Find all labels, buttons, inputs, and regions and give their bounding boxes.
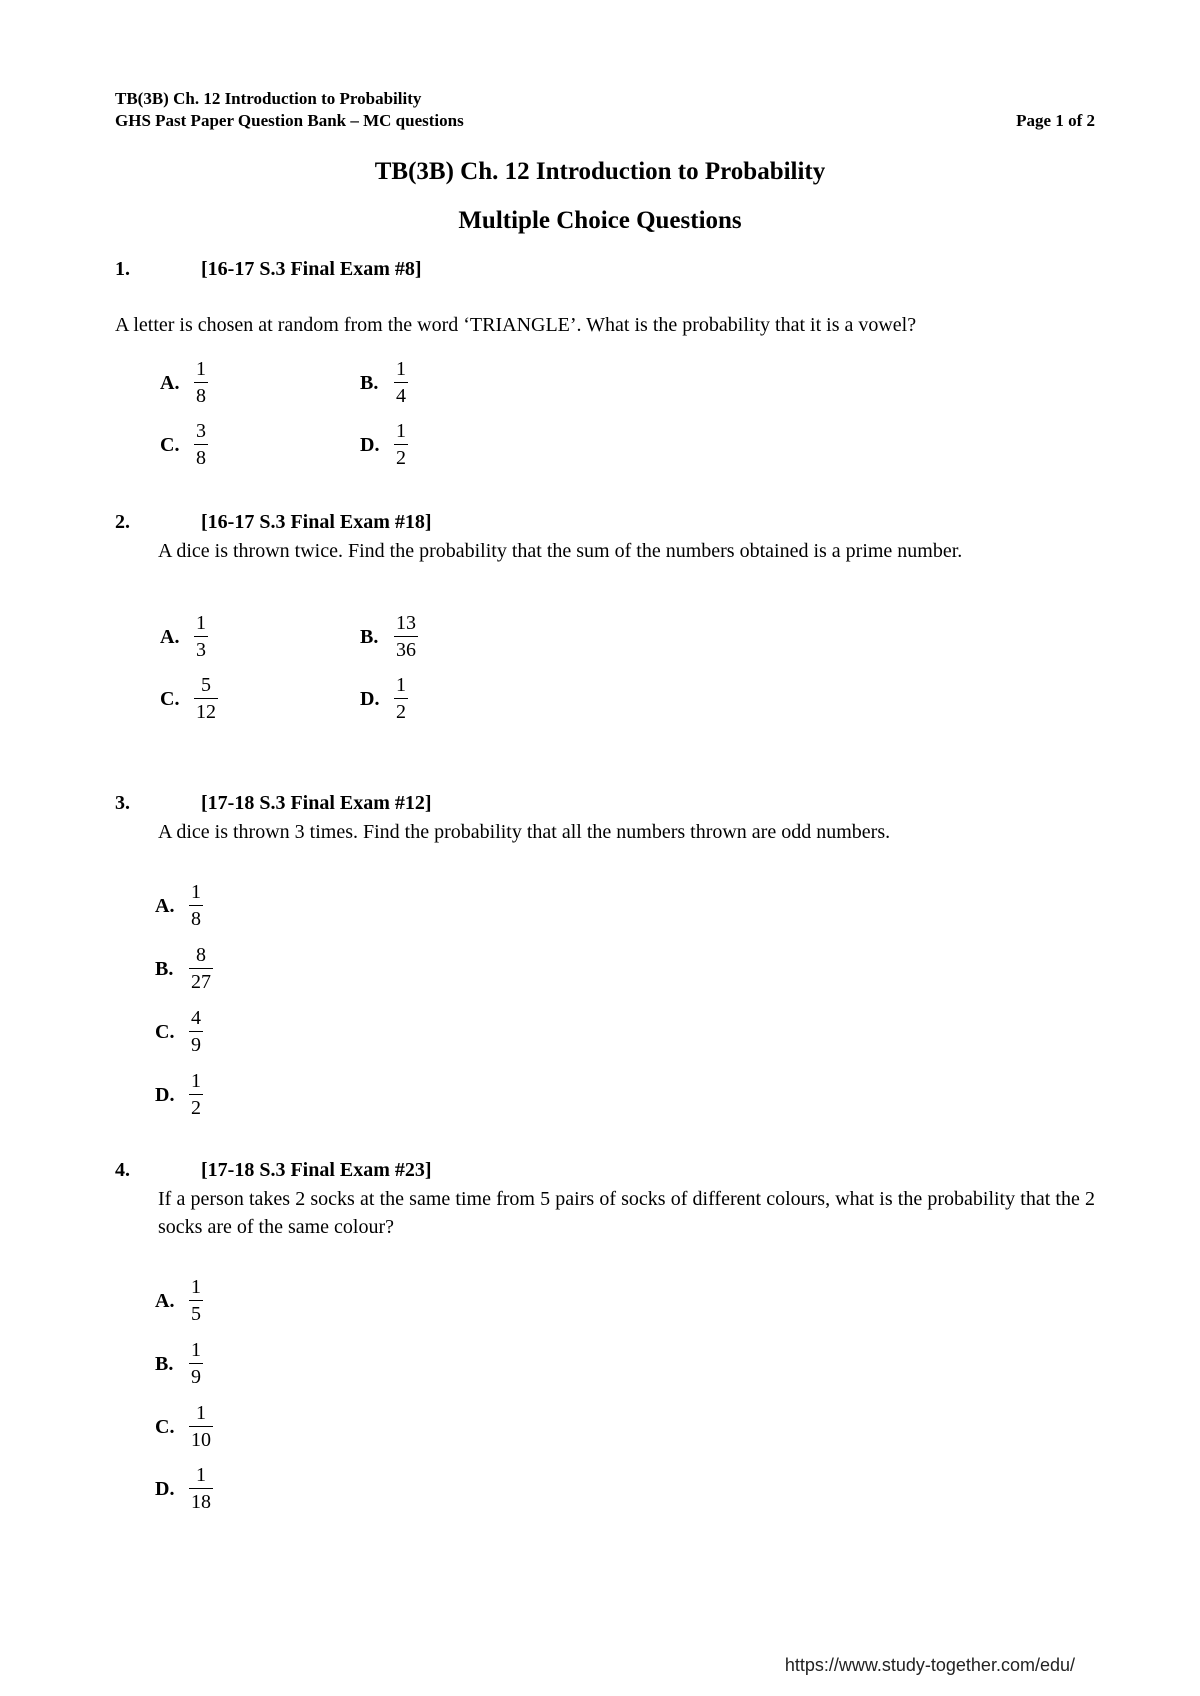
option-letter: A. [155, 1290, 175, 1312]
denominator: 8 [196, 447, 206, 469]
fraction [189, 879, 203, 932]
option-letter: D. [155, 1084, 175, 1106]
option-letter: B. [155, 1353, 174, 1375]
denominator: 2 [396, 701, 406, 723]
fraction [194, 356, 208, 409]
question-2 [115, 511, 1095, 723]
question-number: 1. [115, 258, 130, 280]
fraction [194, 610, 208, 663]
denominator: 2 [191, 1097, 201, 1119]
fraction [394, 672, 408, 725]
header-question-bank: GHS Past Paper Question Bank – MC questions [115, 111, 464, 130]
question-text: If a person takes 2 socks at the same time from 5 pairs of socks of different colours, what is the probability that the 2 socks are of the same colour? [158, 1188, 1095, 1238]
numerator: 3 [194, 418, 208, 445]
numerator: 1 [189, 1400, 213, 1427]
option-letter: C. [155, 1021, 175, 1043]
numerator: 1 [189, 879, 203, 906]
question-text: A letter is chosen at random from the word ‘TRIANGLE’. What is the probability that it is a vowel? [115, 314, 917, 336]
fraction [394, 418, 408, 471]
fraction [394, 610, 418, 663]
question-heading [115, 511, 1095, 539]
numerator: 1 [189, 1462, 213, 1489]
question-source: [16-17 S.3 Final Exam #8] [201, 258, 422, 280]
question-number: 4. [115, 1159, 130, 1181]
denominator: 27 [191, 971, 211, 993]
denominator: 10 [191, 1429, 211, 1451]
question-text: A dice is thrown twice. Find the probability that the sum of the numbers obtained is a prime number. [158, 540, 963, 562]
question-4 [115, 1159, 1095, 1513]
fraction [194, 672, 218, 725]
question-number: 3. [115, 792, 130, 814]
numerator: 1 [189, 1068, 203, 1095]
denominator: 9 [191, 1034, 201, 1056]
question-source: [16-17 S.3 Final Exam #18] [201, 511, 432, 533]
question-number: 2. [115, 511, 130, 533]
fraction [189, 1274, 203, 1327]
question-source: [17-18 S.3 Final Exam #12] [201, 792, 432, 814]
numerator: 1 [194, 356, 208, 383]
numerator: 1 [194, 610, 208, 637]
numerator: 4 [189, 1005, 203, 1032]
header-chapter-title: TB(3B) Ch. 12 Introduction to Probability [115, 89, 422, 108]
denominator: 12 [196, 701, 216, 723]
fraction [189, 1337, 203, 1390]
denominator: 4 [396, 385, 406, 407]
denominator: 5 [191, 1303, 201, 1325]
fraction [189, 1005, 203, 1058]
fraction [189, 942, 213, 995]
option-letter: B. [360, 626, 379, 648]
option-letter: A. [160, 626, 180, 648]
numerator: 1 [394, 418, 408, 445]
option-letter: C. [160, 434, 180, 456]
fraction [394, 356, 408, 409]
option-letter: B. [155, 958, 174, 980]
running-header [115, 88, 1095, 132]
numerator: 1 [394, 356, 408, 383]
option-letter: D. [155, 1478, 175, 1500]
option-letter: D. [360, 434, 380, 456]
numerator: 1 [189, 1337, 203, 1364]
denominator: 2 [396, 447, 406, 469]
denominator: 18 [191, 1491, 211, 1513]
question-3 [115, 792, 1095, 1119]
numerator: 8 [189, 942, 213, 969]
denominator: 9 [191, 1366, 201, 1388]
fraction [189, 1462, 213, 1515]
numerator: 13 [394, 610, 418, 637]
option-letter: A. [155, 895, 175, 917]
denominator: 8 [191, 908, 201, 930]
page-subtitle: Multiple Choice Questions [458, 207, 742, 234]
question-source: [17-18 S.3 Final Exam #23] [201, 1159, 432, 1181]
page-number: Page 1 of 2 [1016, 111, 1095, 130]
option-letter: B. [360, 372, 379, 394]
denominator: 3 [196, 639, 206, 661]
question-heading [115, 1159, 1095, 1187]
footer-url: https://www.study-together.com/edu/ [784, 1655, 1075, 1675]
numerator: 5 [194, 672, 218, 699]
fraction [189, 1068, 203, 1121]
fraction [194, 418, 208, 471]
question-heading [115, 792, 1095, 820]
page-title: TB(3B) Ch. 12 Introduction to Probability [374, 158, 826, 185]
denominator: 8 [196, 385, 206, 407]
denominator: 36 [396, 639, 416, 661]
fraction [189, 1400, 213, 1453]
question-text: A dice is thrown 3 times. Find the probability that all the numbers thrown are odd numbers. [158, 821, 891, 843]
option-letter: C. [160, 688, 180, 710]
option-letter: C. [155, 1416, 175, 1438]
question-1 [115, 258, 1095, 469]
option-letter: A. [160, 372, 180, 394]
numerator: 1 [394, 672, 408, 699]
question-heading [115, 258, 1095, 286]
numerator: 1 [189, 1274, 203, 1301]
option-letter: D. [360, 688, 380, 710]
